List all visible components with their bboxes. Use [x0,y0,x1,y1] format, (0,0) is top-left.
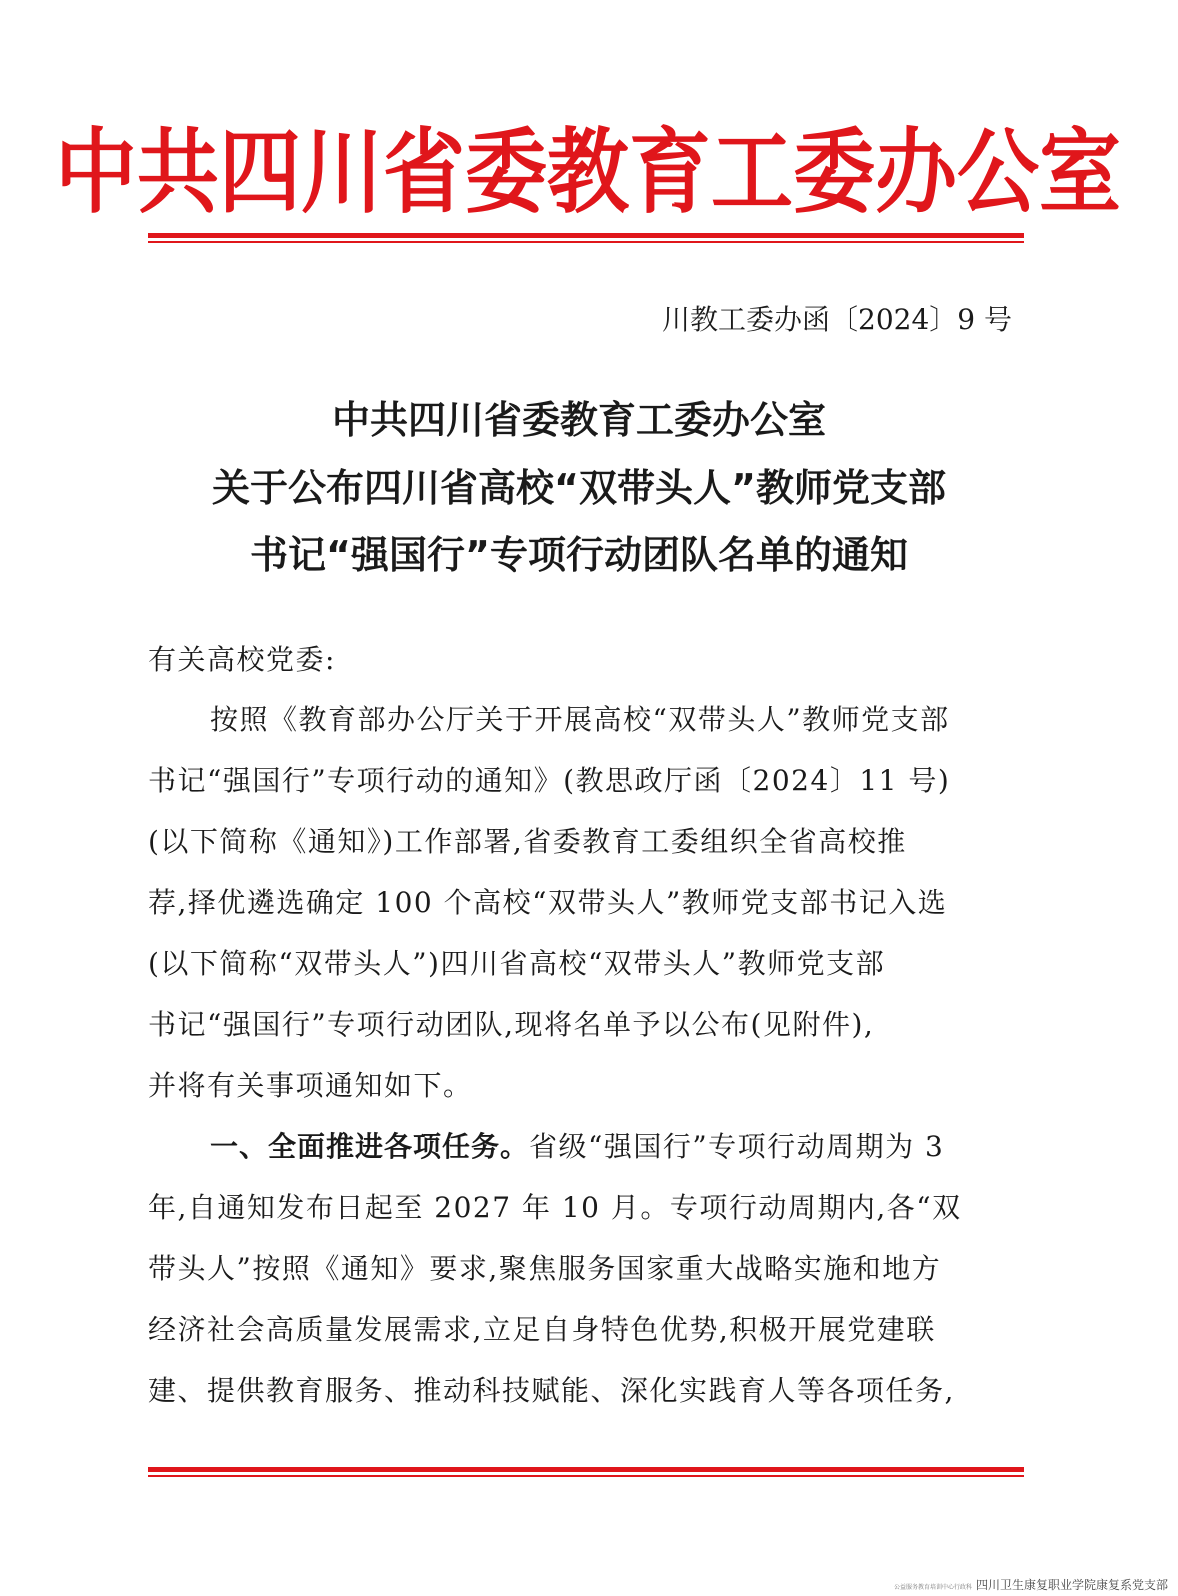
footer-red-rule-thick [148,1467,1024,1472]
body-line: 书记“强国行”专项行动的通知》(教思政厅函〔2024〕11 号) [148,764,951,797]
footer-red-rule-thin [148,1475,1024,1477]
masthead-title: 中共四川省委教育工委办公室 [55,119,1122,227]
salutation: 有关高校党委: [148,643,336,676]
body-line: 建、提供教育服务、推动科技赋能、深化实践育人等各项任务, [148,1374,955,1407]
body-line: 年,自通知发布日起至 2027 年 10 月。专项行动周期内,各“双 [148,1191,962,1224]
body-line: (以下简称“双带头人”)四川省高校“双带头人”教师党支部 [148,947,886,980]
title-line-1: 中共四川省委教育工委办公室 [331,398,826,442]
document-number: 川教工委办函〔2024〕9 号 [662,303,1012,336]
section-1-heading: 一、全面推进各项任务。 [210,1130,530,1163]
masthead-red-rule-thick [148,233,1024,238]
footer-watermark [894,1577,1168,1596]
title-line-2: 关于公布四川省高校“双带头人”教师党支部 [212,466,946,510]
title-line-3: 书记“强国行”专项行动团队名单的通知 [250,533,908,577]
body-line: 经济社会高质量发展需求,立足自身特色优势,积极开展党建联 [148,1313,936,1346]
body-line: 书记“强国行”专项行动团队,现将名单予以公布(见附件), [148,1008,875,1041]
body-line: (以下简称《通知》)工作部署,省委教育工委组织全省高校推 [148,825,907,858]
body-line: 按照《教育部办公厅关于开展高校“双带头人”教师党支部 [210,703,950,736]
masthead-red-rule-thin [148,241,1024,243]
footer-org-text: 四川卫生康复职业学院康复系党支部 [975,1578,1168,1592]
body-line: 省级“强国行”专项行动周期为 3 [529,1130,945,1163]
body-line: 荐,择优遴选确定 100 个高校“双带头人”教师党支部书记入选 [148,886,948,919]
body-line: 带头人”按照《通知》要求,聚焦服务国家重大战略实施和地方 [148,1252,942,1285]
body-line: 并将有关事项通知如下。 [148,1069,473,1102]
footer-small-text: 公益服务教育培训中心行政科 [893,1584,972,1591]
section-1-first-line [210,1127,1023,1167]
